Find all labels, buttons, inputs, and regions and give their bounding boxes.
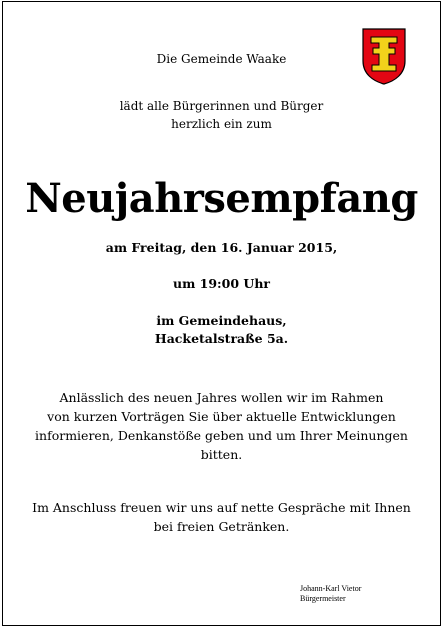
invitation-line-2: herzlich ein zum <box>171 117 272 131</box>
description-line-3: informieren, Denkanstöße geben und um Ihrer Meinungen <box>35 428 408 443</box>
signature-role: Bürgermeister <box>300 594 346 603</box>
description-line-1: Anlässlich des neuen Jahres wollen wir im Rahmen <box>59 390 384 405</box>
municipality-name: Die Gemeinde Waake <box>156 52 287 66</box>
event-title: Neujahrsempfang <box>25 175 418 222</box>
description-line-4: bitten. <box>200 447 243 462</box>
description-line-2: von kurzen Vorträgen Sie über aktuelle Entwicklungen <box>47 409 396 424</box>
event-time: um 19:00 Uhr <box>173 276 270 291</box>
signature-name: Johann-Karl Vietor <box>300 584 362 593</box>
coat-of-arms-icon <box>361 27 407 85</box>
invitation-line-1: lädt alle Bürgerinnen und Bürger <box>119 99 324 113</box>
closing-line-1: Im Anschluss freuen wir uns auf nette Gespräche mit Ihnen <box>32 500 411 515</box>
event-venue-line-1: im Gemeindehaus, <box>156 313 287 328</box>
closing-line-2: bei freien Getränken. <box>153 519 290 534</box>
event-venue-line-2: Hacketalstraße 5a. <box>154 331 289 346</box>
event-date: am Freitag, den 16. Januar 2015, <box>105 240 338 255</box>
signature-block <box>300 584 361 604</box>
invitation-page <box>2 1 441 626</box>
